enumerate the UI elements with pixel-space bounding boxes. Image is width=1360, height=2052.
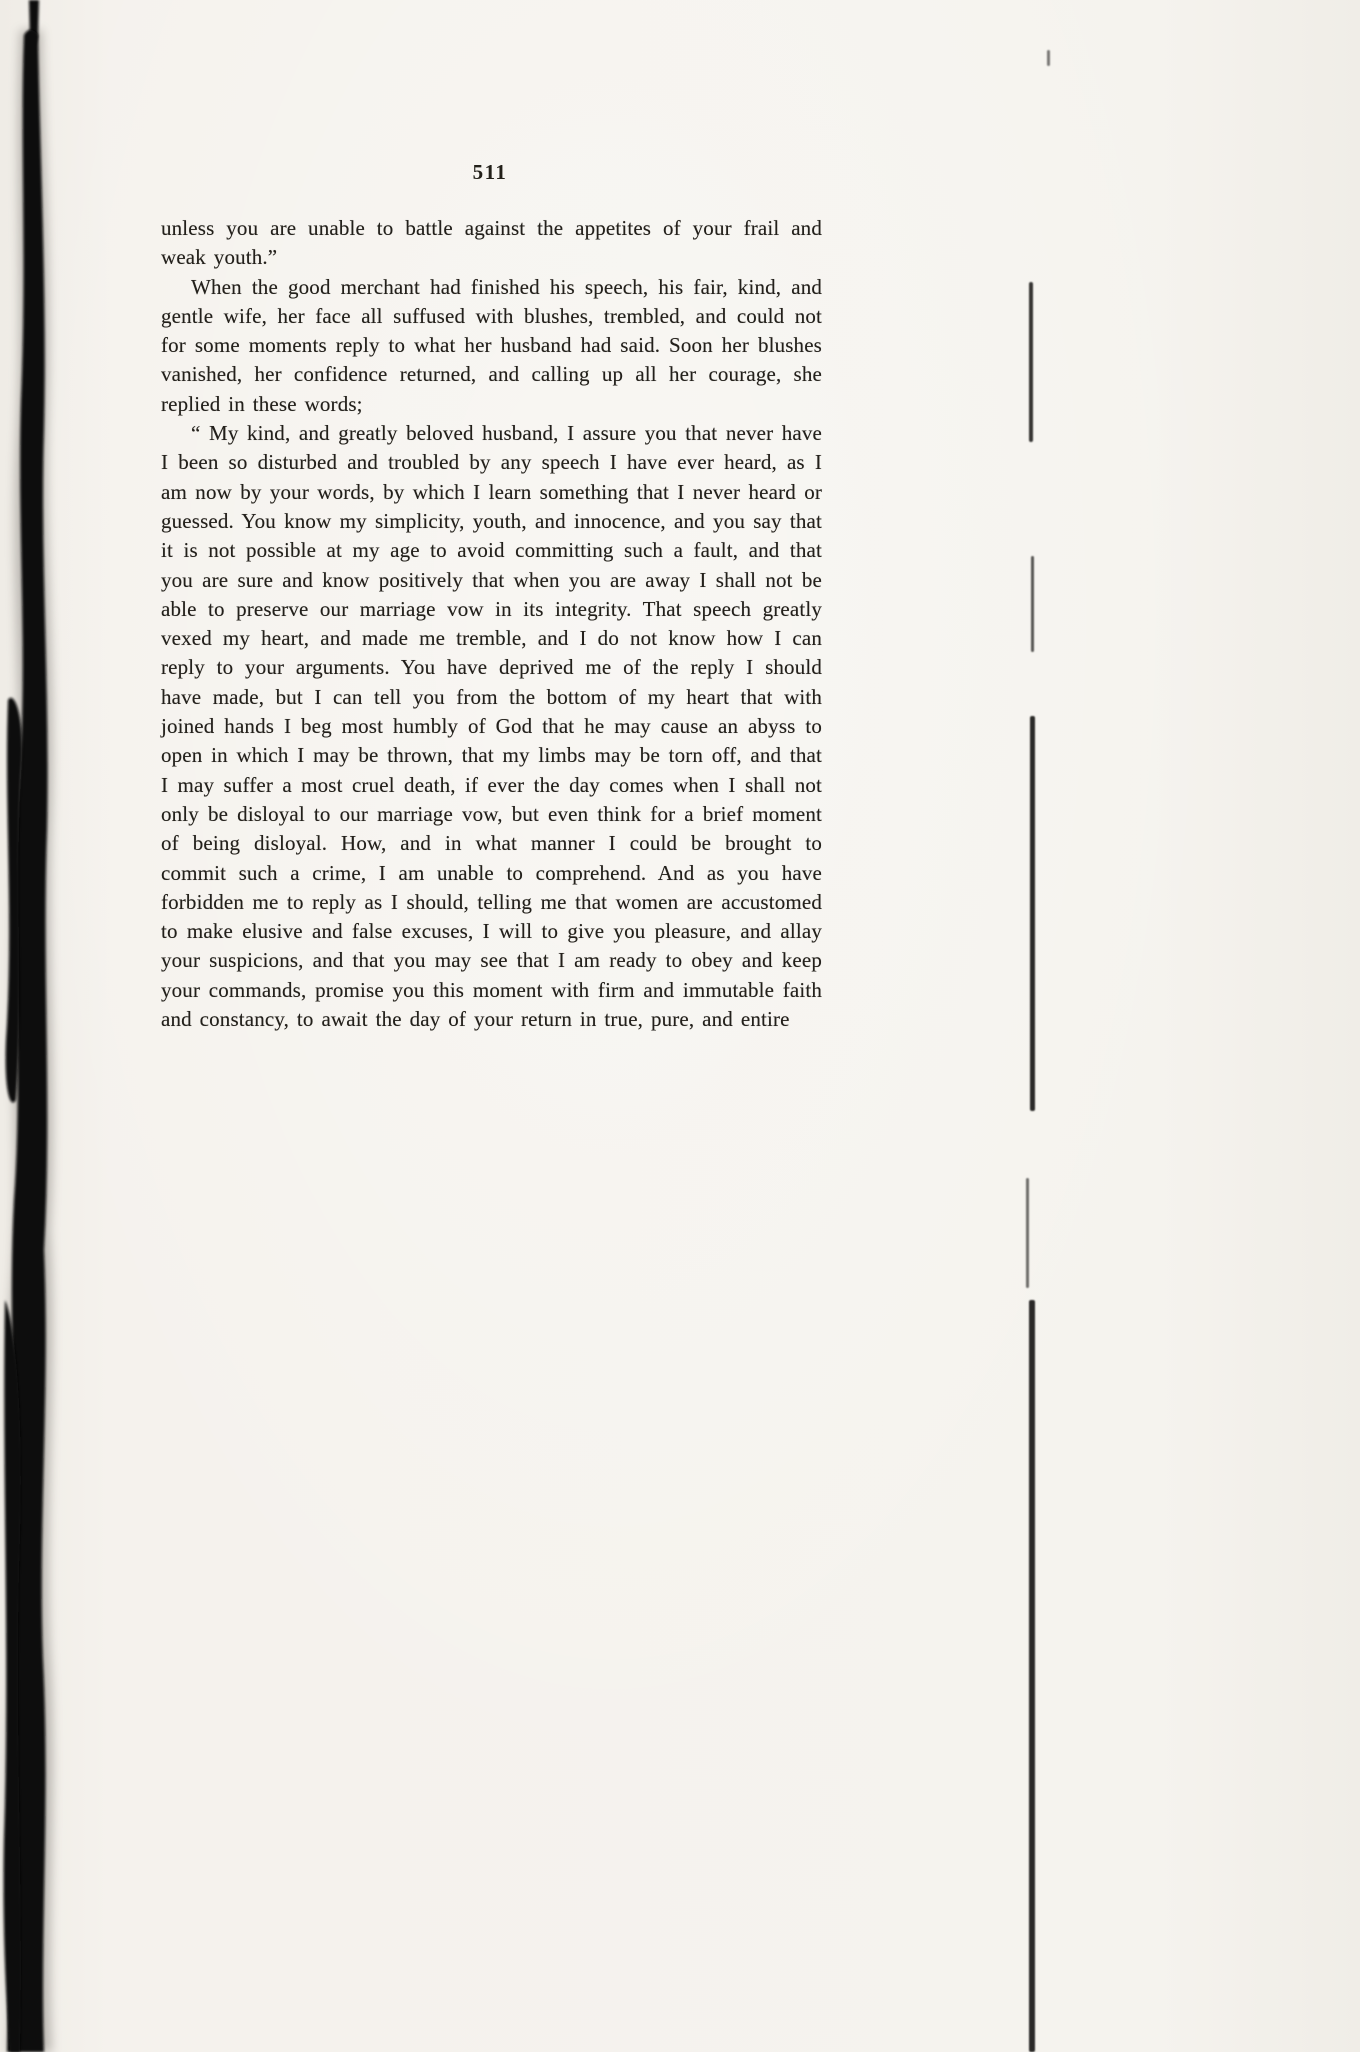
page-text (161, 214, 822, 1034)
binding-shadow (0, 0, 80, 2052)
page-number: 511 (472, 160, 508, 184)
scan-artifact-right-5 (1029, 1300, 1035, 2052)
scan-artifact-right-1 (1029, 282, 1033, 442)
scan-artifact-right-4 (1026, 1178, 1029, 1288)
paragraph: “ My kind, and greatly beloved husband, I assure you that never have I been so disturbed and troubled by any speech I have ever heard, as I am now by your words, by which I learn something that I never heard or guessed. You know my simplicity, youth, and innocence, and you say that it is not possible at my age to avoid committing such a fault, and that you are sure and know positively that when you are away I shall not be able to preserve our marriage vow in its integrity. That speech greatly vexed my heart, and made me tremble, and I do not know how I can reply to your arguments. You have deprived me of the reply I should have made, but I can tell you from the bottom of my heart that with joined hands I beg most humbly of God that he may cause an abyss to open in which I may be thrown, that my limbs may be torn off, and that I may suffer a most cruel death, if ever the day comes when I shall not only be disloyal to our marriage vow, but even think for a brief moment of being disloyal. How, and in what manner I could be brought to commit such a crime, I am unable to comprehend. And as you have forbidden me to reply as I should, telling me that women are accustomed to make elusive and false excuses, I will to give you pleasure, and allay your suspicions, and that you may see that I am ready to obey and keep your commands, promise you this moment with firm and immutable faith and constancy, to await the day of your return in true, pure, and entire (161, 421, 822, 1032)
paragraph: When the good merchant had finished his speech, his fair, kind, and gentle wife, her face all suffused with blushes, trembled, and could not for some moments reply to what her husband had said. Soon her blushes vanished, her confidence returned, and calling up all her courage, she replied in these words; (161, 274, 822, 416)
paragraph: unless you are unable to battle against the appetites of your frail and weak youth.” (161, 216, 822, 270)
scan-artifact-right-2 (1031, 556, 1034, 652)
scan-artifact-top-right (1047, 50, 1050, 66)
scan-artifact-right-3 (1030, 716, 1035, 1111)
